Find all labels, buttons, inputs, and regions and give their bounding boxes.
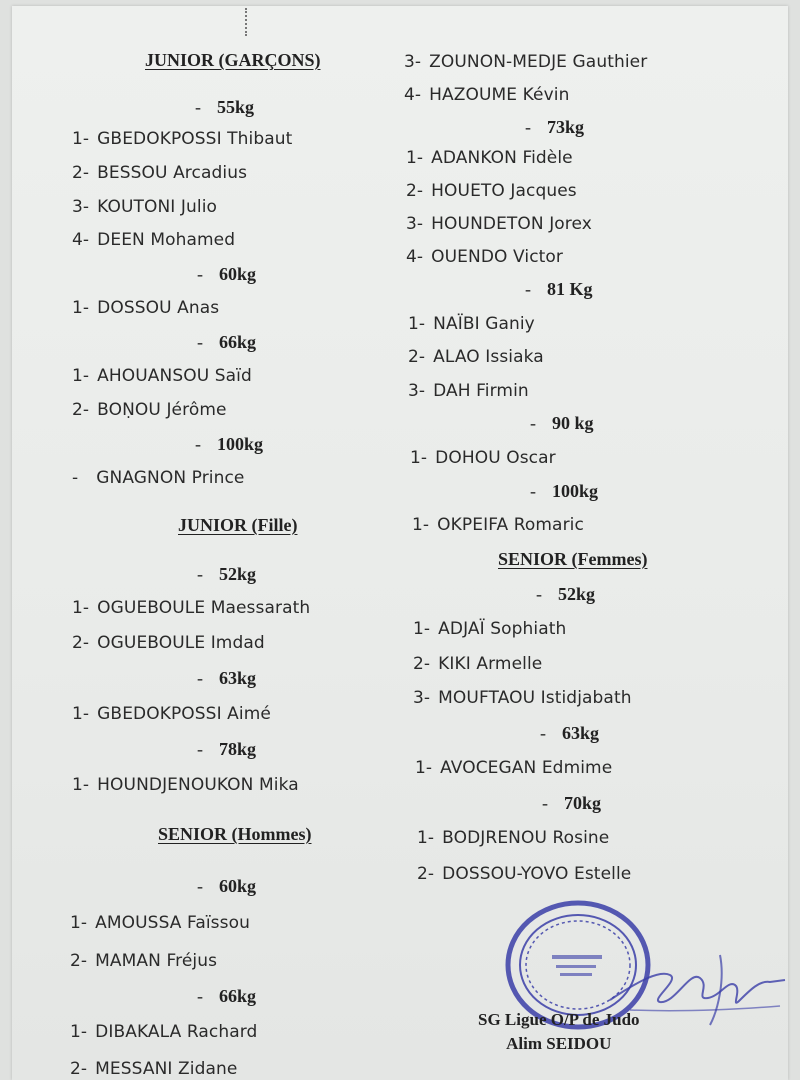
athlete-entry: 2- OGUEBOULE Imdad [72,633,265,653]
athlete-entry: 2- MAMAN Fréjus [70,951,218,971]
athlete-entry: 2- HOUETO Jacques [406,181,577,201]
athlete-entry: 1- NAÏBI Ganiy [408,314,535,334]
weight-class: - 73kg [525,117,585,137]
athlete-entry: 4- DEEN Mohamed [72,230,236,250]
athlete-entry: 1- GBEDOKPOSSI Thibaut [72,129,293,149]
category-heading: SENIOR (Hommes) [158,824,312,844]
signature-block [478,1008,640,1056]
weight-class: - 60kg [197,264,257,284]
category-heading: JUNIOR (Fille) [178,515,298,535]
weight-class: - 81 Kg [525,279,593,299]
weight-class: - 90 kg [530,413,594,433]
athlete-entry: 2- KIKI Armelle [413,654,543,674]
category-heading: SENIOR (Femmes) [498,549,648,569]
athlete-entry: 2- MESSANI Zidane [70,1059,238,1079]
athlete-entry: 3- KOUTONI Julio [72,197,218,217]
weight-class: - 55kg [195,97,255,117]
athlete-entry: 3- ZOUNON-MEDJE Gauthier [404,52,648,72]
athlete-entry: 1- GBEDOKPOSSI Aimé [72,704,271,724]
weight-class: - 60kg [197,876,257,896]
athlete-entry: 2- ALAO Issiaka [408,347,544,367]
athlete-entry: 1- AHOUANSOU Saïd [72,366,252,386]
weight-class: - 66kg [197,332,257,352]
athlete-entry: 2- DOSSOU-YOVO Estelle [417,864,632,884]
athlete-entry: 1- AVOCEGAN Edmime [415,758,613,778]
category-heading: JUNIOR (GARÇONS) [145,50,321,70]
weight-class: - 100kg [530,481,599,501]
athlete-entry: 3- HOUNDETON Jorex [406,214,592,234]
athlete-entry: 1- AMOUSSA Faïssou [70,913,250,933]
athlete-entry: 1- ADJAÏ Sophiath [413,619,567,639]
athlete-entry: 4- OUENDO Victor [406,247,563,267]
athlete-entry: 3- MOUFTAOU Istidjabath [413,688,632,708]
weight-class: - 63kg [540,723,600,743]
signatory-title: SG Ligue O/P de Judo [478,1010,640,1029]
weight-class: - 66kg [197,986,257,1006]
athlete-entry: 4- HAZOUME Kévin [404,85,570,105]
weight-class: - 78kg [197,739,257,759]
athlete-entry: 1- BODJRENOU Rosine [417,828,610,848]
weight-class: - 52kg [536,584,596,604]
athlete-entry: 2- BESSOU Arcadius [72,163,248,183]
athlete-entry: 2- BOṆOU Jérôme [72,400,227,420]
athlete-entry: - GNAGNON Prince [72,468,245,488]
weight-class: - 52kg [197,564,257,584]
weight-class: - 100kg [195,434,264,454]
signatory-name: Alim SEIDOU [506,1034,612,1053]
athlete-entry: 1- DIBAKALA Rachard [70,1022,258,1042]
weight-class: - 63kg [197,668,257,688]
athlete-entry: 1- OGUEBOULE Maessarath [72,598,311,618]
athlete-entry: 1- DOHOU Oscar [410,448,556,468]
athlete-entry: 1- OKPEIFA Romaric [412,515,584,535]
athlete-entry: 1- HOUNDJENOUKON Mika [72,775,299,795]
athlete-entry: 1- DOSSOU Anas [72,298,220,318]
athlete-entry: 3- DAH Firmin [408,381,529,401]
athlete-entry: 1- ADANKON Fidèle [406,148,573,168]
fold-mark [245,8,249,36]
weight-class: - 70kg [542,793,602,813]
